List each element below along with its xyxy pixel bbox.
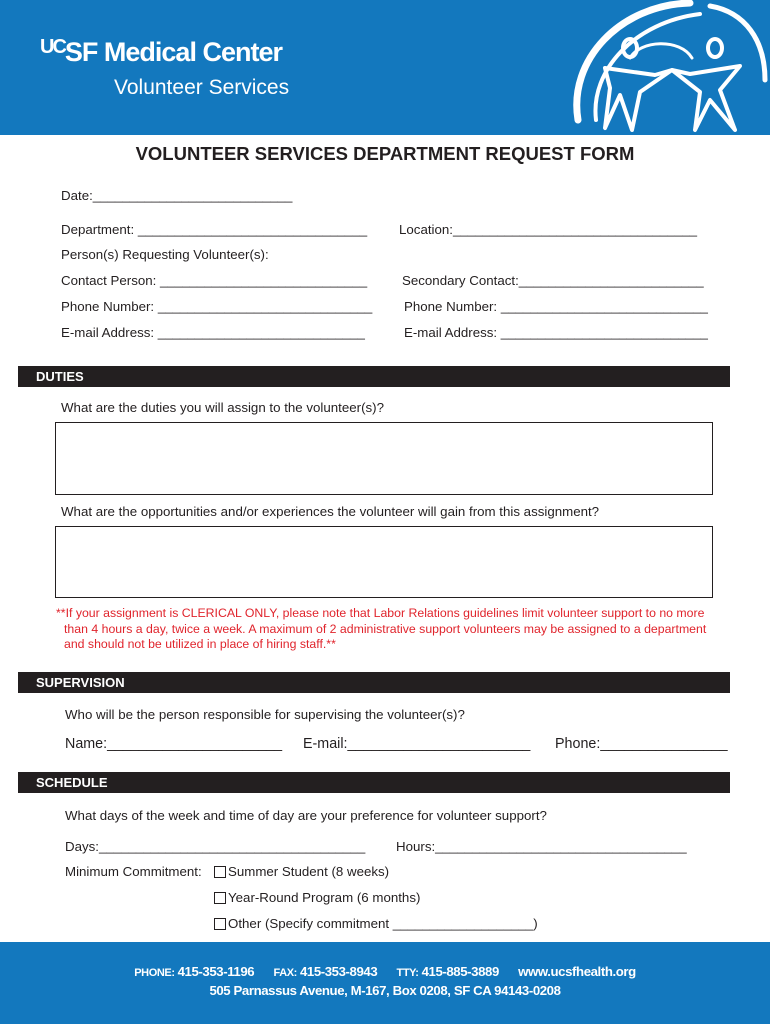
- ucsf-logo: $^{UC}$SF Medical Center: [40, 36, 282, 67]
- footer-phone: 415-353-1196: [177, 964, 255, 979]
- duties-heading: DUTIES: [18, 366, 730, 387]
- minimum-commitment-label: Minimum Commitment:: [65, 864, 202, 879]
- supervision-heading: SUPERVISION: [18, 672, 730, 693]
- schedule-heading: SCHEDULE: [18, 772, 730, 793]
- other-checkbox[interactable]: [214, 918, 226, 930]
- location-field[interactable]: Location:_________________________________: [399, 222, 698, 237]
- clerical-note: **If your assignment is CLERICAL ONLY, please note that Labor Relations guidelines limit volunteer support to no more than 4 hours a day, twice a week. A maximum of 2 administrative support volunteers may be assigned to a department and should not be utilized in place of hiring staff.**: [56, 606, 707, 651]
- volunteer-logo-icon: [560, 0, 770, 135]
- phone-number-field[interactable]: Phone Number: _____________________________: [61, 299, 373, 314]
- supervisor-email-field[interactable]: E-mail:_______________________: [303, 736, 531, 752]
- footer-fax: 415-353-8943: [299, 964, 378, 979]
- email-field[interactable]: E-mail Address: ____________________________: [61, 325, 365, 340]
- footer-address: 505 Parnassus Avenue, M-167, Box 0208, SF CA 94143-0208: [209, 983, 561, 998]
- opportunities-answer-box[interactable]: [55, 526, 713, 598]
- schedule-question: What days of the week and time of day are your preference for volunteer support?: [65, 808, 547, 823]
- department-field[interactable]: Department: _______________________________: [61, 222, 368, 237]
- persons-requesting-label: Person(s) Requesting Volunteer(s):: [61, 247, 269, 262]
- year-round-checkbox[interactable]: [214, 892, 226, 904]
- footer-banner: [0, 942, 770, 1024]
- header-banner: [0, 0, 770, 135]
- form-title: VOLUNTEER SERVICES DEPARTMENT REQUEST FORM: [135, 143, 635, 164]
- hours-field[interactable]: Hours:__________________________________: [396, 839, 687, 854]
- supervision-question: Who will be the person responsible for supervising the volunteer(s)?: [65, 707, 465, 722]
- footer-contact-line: PHONE: 415-353-1196 FAX: 415-353-8943 TTY: 415-885-3889 www.ucsfhealth.org: [134, 964, 636, 979]
- days-field[interactable]: Days:____________________________________: [65, 839, 366, 854]
- contact-person-field[interactable]: Contact Person: ____________________________: [61, 273, 368, 288]
- other-option[interactable]: Other (Specify commitment ___________________): [214, 916, 538, 931]
- footer-tty: 415-885-3889: [421, 964, 499, 979]
- supervisor-name-field[interactable]: Name:______________________: [65, 736, 283, 752]
- duties-question: What are the duties you will assign to the volunteer(s)?: [61, 400, 384, 415]
- supervisor-phone-field[interactable]: Phone:________________: [555, 736, 728, 752]
- summer-student-checkbox[interactable]: [214, 866, 226, 878]
- secondary-email-field[interactable]: E-mail Address: ____________________________: [404, 325, 708, 340]
- footer-website-link[interactable]: www.ucsfhealth.org: [518, 964, 636, 979]
- year-round-option[interactable]: Year-Round Program (6 months): [214, 890, 420, 905]
- opportunities-question: What are the opportunities and/or experiences the volunteer will gain from this assignment?: [61, 504, 600, 519]
- secondary-phone-field[interactable]: Phone Number: ____________________________: [404, 299, 708, 314]
- volunteer-services-subtitle: Volunteer Services: [114, 76, 290, 99]
- date-field[interactable]: Date:___________________________: [61, 188, 293, 203]
- summer-student-option[interactable]: Summer Student (8 weeks): [214, 864, 389, 879]
- duties-answer-box[interactable]: [55, 422, 713, 495]
- secondary-contact-field[interactable]: Secondary Contact:_________________________: [402, 273, 704, 288]
